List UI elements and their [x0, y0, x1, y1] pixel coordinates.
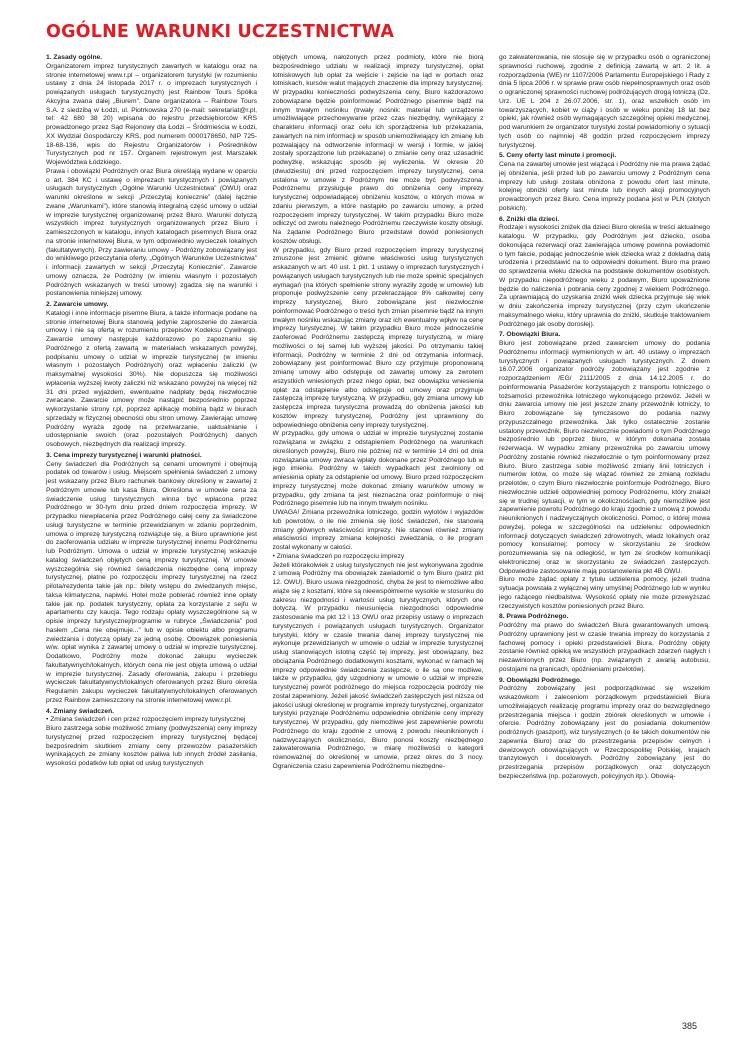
- section-heading: 7. Obowiązki Biura.: [499, 331, 561, 339]
- paragraph: Podróżny zobowiązany jest podporządkować się wszelkim wskazówkom i zaleceniom porządkowym przedstawicieli Biura umożliwiających realizację programu imprezy oraz do bezwzględnego przestrzegania miejsca i godzin zbiórek określonych w umowie i ofercie. Podróżny zobowiązany jest do posiadania dokumentów podróżnych (paszport), wiz turystycznych (o ile takich dokumentów nie zapewnia Biuro) oraz do przestrzegania przepisów celnych i dewizowych obowiązujących w Rzeczpospolitej Polskiej, krajach tranzytowych i docelowych. Podróżny zobowiązany jest do przestrzegania przepisów porządkowych oraz dotyczących bezpieczeństwa (np. pożarowych, policyjnych itp.). Obowią-: [499, 685, 710, 780]
- section-heading: 5. Ceny oferty last minute i promocji.: [499, 152, 617, 160]
- paragraph: Podróżny ma prawo do świadczeń Biura gwarantowanych umową. Podróżny uprawniony jest w czasie trwania imprezy do korzystania z fachowej pomocy i opieki przedstawicieli Biura. Podróżny objęty zostanie również opieką we wszystkich przypadkach zdarzeń nagłych i niezawinionych przez Biuro (np. związanych z awarią autobusu, postojami na granicach, opóźnieniami przelotów).: [499, 622, 710, 673]
- paragraph: UWAGA! Zmiana przewoźnika lotniczego, godzin wylotów i wyjazdów lub powrotów, o ile nie zmienia się ilość świadczeń, nie stanowią zmiany głównych właściwości imprezy. Nie stanowi również zmiany właściwości imprezy zmiana kolejności zwiedzania, o ile program został wykonany w całości.: [272, 509, 484, 551]
- paragraph: Biuro może żądać opłaty z tytułu udzielenia pomocy, jeżeli trudna sytuacja powstała z wyłącznej winy umyślnej Podróżnego lub w wyniku jego rażącego niedbalstwa. Wysokość opłaty nie może przewyższać rzeczywistych kosztów poniesionych przez Biuro.: [499, 576, 710, 610]
- text-columns: [46, 54, 710, 1012]
- paragraph: Cena na zawartej umowie jest wiążąca i Podróżny nie ma prawa żądać jej obniżenia, jeśli przed lub po zawarciu umowy z Podróżnym cena imprezy lub usługi została obniżona z powodu ofert last minute, kolejnej obniżki oferty last minute lub innych akcji promocyjnych prowadzonych przez Biuro. Cena imprezy podana jest w PLN (złotych polskich).: [499, 161, 710, 212]
- section-heading: 2. Zawarcie umowy.: [46, 301, 109, 308]
- paragraph: Jeżeli którakolwiek z usług turystycznych nie jest wykonywana zgodnie z umową Podróżny ma obowiązek zawiadomić o tym Biuro (patrz pkt 12. OWU). Biuro usuwa niezgodność, chyba że jest to niemożliwe albo wiąże się z kosztami, które są nieewspółmierne wysokie w stosunku do zakresu niezgodności i wartości usług turystycznych, których one dotyczą. W przypadku nieusunięcia niezgodności odpowiednie zastosowanie ma pkt 12 i 13 OWU oraz przepisy ustawy o imprezach turystycznych i powiązanych usługach turystycznych. Organizator turystyki, który w czasie trwania danej imprezy turystycznej nie wykonuje przewidzianych w umowie o udział w imprezie turystycznej usług stanowiących istotną część tej imprezy, jest obowiązany, bez obciążania Podróżnego dodatkowymi kosztami, wykonać w ramach tej imprezy odpowiednie świadczenia zastępcze, o ile są one możliwe, także w przypadku, gdy uzgodniony w umowie o udział w imprezie turystycznej powrót podróżnego do miejsca rozpoczęcia podróży nie został zapewniony. Jeżeli jakość świadczeń zastępczych jest niższa od jakości usługi określonej w programie imprezy turystycznej, organizator turystyki przyznaje Podróżnemu odpowiednie obniżenie ceny imprezy turystycznej. W przypadku, gdy niemożliwe jest zapewnienie powrotu Podróżnego do kraju zgodnie z umową z powodu nieuniknionych i nadzwyczajnych okoliczności, Biuro ponosi koszty niezbędnego zakwaterowania Podróżnego, w miarę możliwości o kategorii równoważnej do określonej w umowie, przez okres do 3 nocy. Ograniczenia czasu zapewnienia Podróżnemu niezbędne-: [272, 561, 484, 770]
- page-title: OGÓLNE WARUNKI UCZESTNICTWA: [46, 22, 395, 42]
- paragraph: go zakwaterowania, nie stosuje się w przypadku osób o ograniczonej sprawności ruchowej, zgodnie z definicją zawartą w art. 2 lit. a rozporządzenia (WE) nr 1107/2006 Parlamentu Europejskiego i Rady z dnia 5 lipca 2006 r. w sprawie praw osób niepełnosprawnych oraz osób o ograniczonej sprawności ruchowej podróżujących drogą lotniczą (Dz. Urz. UE L 204 z 26.07.2006, str. 1), oraz wszelkich osób im towarzyszących, kobiet w ciąży i osób w wieku poniżej 18 lat bez opieki, jak również osób wymagających szczególnej opieki medycznej, pod warunkiem że organizator turystyki został powiadomiony o sytuacji tych osób co najmniej 48 godzin przed rozpoczęciem imprezy turystycznej.: [499, 54, 710, 149]
- section-heading: 4. Zmiany świadczeń.: [46, 707, 115, 715]
- paragraph: Biuro zastrzega sobie możliwość zmiany (podwyższenia) ceny imprezy turystycznej przed rozpoczęciem imprezy turystycznej będącej bezpośrednim skutkiem zmiany ceny przewozów pasażerskich wynikających ze zmiany kosztów paliwa lub innych źródeł zasilania, wysokości podatków lub opłat od usług turystycznych: [46, 725, 257, 767]
- page-number: 385: [682, 1021, 698, 1031]
- section-heading: 9. Obowiązki Podróżnego.: [499, 676, 582, 684]
- section-heading: 8. Prawa Podróżnego.: [499, 613, 569, 621]
- column-2: [273, 54, 484, 1012]
- paragraph: Prawa i obowiązki Podróżnych oraz Biura określają wydane w oparciu o art. 384 KC i ustawę o imprezach turystycznych i powiązanych usługach turystycznych „Ogólne Warunki Uczestnictwa” (OWU) oraz warunki określone w sekcji „Przeczytaj koniecznie” (dalej łącznie zwane „Warunkami”), które stanowią integralną część umowy o udział w imprezie turystycznej organizowanej przez Biuro. Warunki dotyczą wszystkich imprez turystycznych organizowanych przez Biuro i zamieszczonych w katalogu, innych katalogach pisemnych Biura oraz na stronie internetowej Biura, w tym odpowiednio wycieczek lokalnych (fakultatywnych). Przy zawieraniu umowy - Podróżny zobowiązany jest do wnikliwego przeczytania oferty, „Ogólnych Warunków Uczestnictwa” i informacji zawartych w sekcji „Przeczytaj Koniecznie”. Zawarcie umowy oznacza, że Podróżny (w imieniu własnym i pozostałych Podróżnych wskazanych w treści umowy) zgadza się na warunki i postanowienia niniejszej umowy.: [46, 167, 257, 298]
- section-heading: 3. Cena imprezy turystycznej i warunki płatności.: [46, 451, 202, 459]
- paragraph: W przypadku, gdy umowa o udział w imprezie turystycznej zostanie rozwiązana w związku z odstąpieniem Podróżnego na warunkach określonych powyżej, Biuro nie później niż w terminie 14 dni od dnia rozwiązania umowy zwraca wpłaty dokonane przez Podróżnego lub w jego imieniu. Podróżny w takich wypadkach jest zwolniony od wniesienia opłaty za odstąpienie od umowy. Biuro przed rozpoczęciem imprezy turystycznej może dokonać zmiany warunków umowy w przypadku, gdy zmiana ta jest nieznaczna oraz poinformuje o niej Podróżnego pisemnie lub na innym trwałym nośniku.: [272, 430, 484, 508]
- paragraph: Organizatorem imprez turystycznych zawartych w katalogu oraz na stronie internetowej www.r.pl – organizatorem turystyki (w rozumieniu ustawy z dnia 24 listopada 2017 r. o imprezach turystycznych i powiązanych usługach turystycznych) jest Rainbow Tours Spółka Akcyjna zwana dalej „Biurem”. Dane organizatora – Rainbow Tours S.A. z siedzibą w Łodzi, ul. Piotrkowska 270 (e-mail: sekretariat@r.pl, tel: 42 680 38 20) wpisana do rejestru przedsiębiorców KRS prowadzonego przez Sąd Rejonowy dla Łodzi – Śródmieścia w Łodzi, XX Wydział Gospodarczy KRS, pod numerem 0000178650, NIP 725-18-68-136, wpis do Rejestru Organizatorów i Pośredników Turystycznych pod nr 157. Organem rejestrowym jest Marszałek Województwa Łódzkiego.: [46, 62, 257, 166]
- paragraph: Katalogi i inne informacje pisemne Biura, a także informacje podane na stronie internetowej Biura stanowią jedynie zaproszenie do zawarcia umowy i nie są ofertą w rozumieniu przepisów Kodeksu Cywilnego. Zawarcie umowy następuje każdorazowo po zapoznaniu się Podróżnego z ofertą zawartą w materiałach wskazanych powyżej, podpisaniu umowy o udział w imprezie turystycznej (w imieniu własnym i pozostałych Podróżnych) oraz wpłaceniu zaliczki (w maksymalnej wysokości 30%). Nie dopuszcza się możliwości wpłacenia wyższej kwoty zaliczki niż wskazano powyżej na więcej niż 31 dni przed wyjazdem, ewentualne nadpłaty będą niezwłocznie zwracane. Zawarcie umowy może nastąpić bezpośrednio poprzez wykorzystanie strony r.pl, poprzez aplikację mobilną bądź w biurach sprzedaży w fizycznej obecności obu stron umowy. Zawierając umowę Podróżny wyraża zgodę na przetwarzanie, uaktualnianie i udostępnianie swoich (oraz pozostałych Podróżnych) danych osobowych, niezbędnych dla realizacji imprezy.: [46, 309, 257, 448]
- column-3: [499, 54, 710, 1012]
- paragraph: • Zmiana świadczeń po rozpoczęciu imprezy: [272, 552, 405, 560]
- section-heading: 6. Zniżki dla dzieci.: [499, 215, 560, 223]
- paragraph: Rodzaje i wysokości zniżek dla dzieci Biuro określa w treści aktualnego katalogu. W przypadku, gdy Podróżnym jest dziecko, osoba dokonująca rezerwacji oraz zawierająca umowę powinna powiadomić o tym fakcie, podając jednocześnie wiek dziecka wraz z dokładną datą urodzenia i przedstawić na to odpowiedni dokument. Biuro ma prawo do sprawdzenia wieku dziecka na podstawie dokumentów osobistych. W przypadku niepodróżnego wieku z podawym, Biuro upoważnione będzie do naliczenia i pobrania ceny zgodnej z wiekiem Podróżnego. Za uprawniającą do uzyskania zniżki wiek dziecka przyjmuje się wiek w dniu zakończenia imprezy turystycznej (przy czym ukończenie maksymalnego wieku, który uprawnia do zniżki, skutkuje traktowaniem Podróżnego jak osoby dorosłej).: [499, 224, 710, 328]
- paragraph: objętych umową, nałożonych przez podmioty, które nie biorą bezpośredniego udziału w realizacji imprezy turystycznej, opłat lotniskowych lub opłat za wejście i zejście na ląd w portach oraz lotniskach, kursów walut mających znaczenie dla imprezy turystycznej. W przypadku konieczności podwyższenia ceny, Biuro każdorazowo zobowiązane będzie poinformować Podróżnego pisemnie bądź na innym trwałym nośniku (trwały nośnik: materiał lub urządzenie umożliwiające przechowywanie przez czas niezbędny, wynikający z charakteru informacji oraz celu ich sporządzenia lub przekazania, zawartych na nim informacji w sposób uniemożliwiający ich zmianę lub pozwalający na odtworzenie informacji w wersji i formie, w jakiej zostały sporządzone lub przekazane) o zmianie ceny oraz uzasadnić podwyżkę, wskazując sposób jej wyliczenia. W okresie 20 (dwudziestu) dni przed rozpoczęciem imprezy turystycznej, cena ustalona w umowie z Podróżnym nie może być podwyższona. Podróżnemu przysługuje prawo do obniżenia ceny imprezy turystycznej odpowiadającej obniżeniu kosztów, o których mowa w zdaniu pierwszym, a które nastąpiło po zawarciu umowy, a przed rozpoczęciem imprezy turystycznej. W takim przypadku Biuro może odliczyć od zwrotu należnego Podróżnemu rzeczywiste koszty obsługi. Na żądanie Podróżnego Biuro przedstawi dowód poniesionych kosztów obsługi.: [272, 54, 484, 245]
- paragraph: Ceny świadczeń dla Podróżnych są cenami umownymi i obejmują podatek od towarów i usług. Miejscem spełnienia świadczeń z umowy jest wskazany przez Biuro rachunek bankowy określony w zawartej z Podróżnym umowie lub kasa Biura. Określona w umowie cena za świadczenie usług turystycznych winna być wpłacona przez Podróżnego w 30-tym dniu przed dniem rozpoczęcia imprezy. W przypadku niewpłacenia przez Podróżnego całej ceny za świadczone usługi turystyczne w terminie przewidzianym w zdaniu poprzednim, umowa o imprezę turystyczną rozwiązuje się, a Biuro uprawnione jest do zaoferowania udziału w imprezie turystycznej innemu Podróżnemu lub Podróżnym. Umowa o udział w imprezie turystycznej wskazuje katalog świadczeń objętych ceną imprezy turystycznej. W umowie wyszczególnia się również świadczenia niezbędne ceną imprezy turystycznej, płatne po rozpoczęciu imprezy turystycznej na rzecz pilota/rezydenta takie jak np.: bilety wstępu do zwiedzanych miejsc, taksa klimatyczna, napiwki. Hotel może pobierać również inne opłaty takie jak np. podatek turystyczny, opłata za korzystanie z sejfu w apartamentu czy kaucja. Tego rodzaju opłaty wyszczególnione są w opisie imprezy turystycznej/programie w rubryce „Świadczenia” pod hasłem „Cena nie obejmuje...” lub w opisie obiektu albo programu zwiedzania i dotyczą opłaty za jedną osobę. Obowiązek poniesienia w/w. opłat wynika z zawartej umowy o udział w imprezie turystycznej. Dodatkowo, Podróżny może dokonać zakupu wycieczek fakultatywnych/lokalnych, których cena nie jest objęta umową o udział w imprezie turystycznej. Zasady oferowania, zakupu i przebiegu wycieczek fakultatywnych/lokalnych oferowanych przez Biuro określa Regulamin zakupu wycieczek fakultatywnych/lokalnych oferowanych przez Rainbow zamieszczony na stronie internetowej www.r.pl.: [46, 460, 257, 704]
- paragraph: W przypadku, gdy Biuro przed rozpoczęciem imprezy turystycznej zmuszone jest zmienić główne właściwości usług turystycznych wskazanych w art. 40 ust. 1 pkt. 1 ustawy o imprezach turystycznych i powiązanych usługach turystycznych lub nie może spełnić specjalnych wymagań (na których spełnienie strony wyraziły zgodę w umowie) lub proponuje podwyższenie ceny przekraczające 8% całkowitej ceny imprezy turystycznej, Biuro zobowiązane jest niezwłocznie poinformować Podróżnego o treści tych zmian pisemnie bądź na innym trwałym nośniku wskazując zmiany oraz ich ewentualny wpływ na cenę imprezy turystycznej. W takim przypadku Biuro może jednocześnie zaoferować Podróżnemu zastępczą imprezę turystyczną, w miarę możliwości o tej samej lub wyższej jakości. Po otrzymaniu takiej informacji, Podróżny w terminie 2 dni od otrzymania informacji, zobowiązany jest poinformować Biuro czy przyjmuje proponowaną zmianę umowy albo odstępuje od zawartej umowy za zwrotem wszystkich wniesionych przez niego opłat, bez obowiązku wniesienia opłat za odstąpienie albo odstępuje od umowy oraz przyjmuje zastępczą imprezę turystyczną. W przypadku, gdy zmiana umowy lub zastępcza impreza turystyczna prowadzą do obniżenia jakości lub kosztów imprezy turystycznej, Podróżny jest uprawniony do odpowiedniego obniżenia ceny imprezy turystycznej.: [272, 246, 484, 429]
- section-heading: 1. Zasady ogólne.: [46, 54, 103, 61]
- paragraph: • Zmiana świadczeń i cen przez rozpoczęciem imprezy turystycznej: [46, 716, 246, 724]
- paragraph: Biuro jest zobowiązane przed zawarciem umowy do podania Podróżnemu informacji wymienionych w art. 40 ustawy o imprezach turystycznych i powiązanych usługach turystycznych. Z dniem 16.07.2006 organizator podróży zobowiązany jest zgodnie z rozporządzeniem /EG/ 2111/2005 z dnia 14.12.2005 r. do poinformowania Pasażerów korzystających z transportu lotniczego o tożsamości przewoźnika lotniczego wykonującego przewóz. Jeżeli w dniu zawarcia umowy nie jest jeszcze znany przewoźnik lotniczy, to Biuro zobowiązane się tymczasowo do podania nazwy przypuszczalnego przewoźnika. Jak tylko ostatecznie zostanie ustalony przewoźnik, Biuro niezwłocznie powiadomi o tym Podróżnego bezpośrednio lub poprzez biuro, w którym dokonana została rezerwacja. W wypadku zmiany przewoźnika po zawarciu umowy Podróżny zostanie również niezwłocznie o tym poinformowany przez Biuro. Biuro zastrzega sobie możliwość zmiany linii lotniczych i numerów lotów, co może się wiązać również ze zmianą rozkładu przelotów, o czym Biuro niezwłocznie poinformuje Podróżnego. Biuro niezwłocznie udzieli odpowiedniej pomocy Podróżnemu, który znalazł się w trudnej sytuacji, w tym w okolicznościach, gdy niemożliwe jest zapewnienie powrotu Podróżnego do kraju zgodnie z umową z powodu nieuniknionych i nadzwyczajnych okoliczności. Pomoc, o której mowa powyżej, polega w szczególności na udzieleniu: odpowiednich informacji dotyczących świadczeń zdrowotnych, władz lokalnych oraz pomocy konsularnej; pomocy w skorzystaniu ze środków porozumiewania się na odległość, w tym ze środków komunikacji elektronicznej oraz w skorzystaniu ze świadczeń zastępczych. Odpowiednie zastosowanie mają postanowienia pkt 4B OWU.: [499, 340, 710, 575]
- column-1: [46, 54, 257, 1012]
